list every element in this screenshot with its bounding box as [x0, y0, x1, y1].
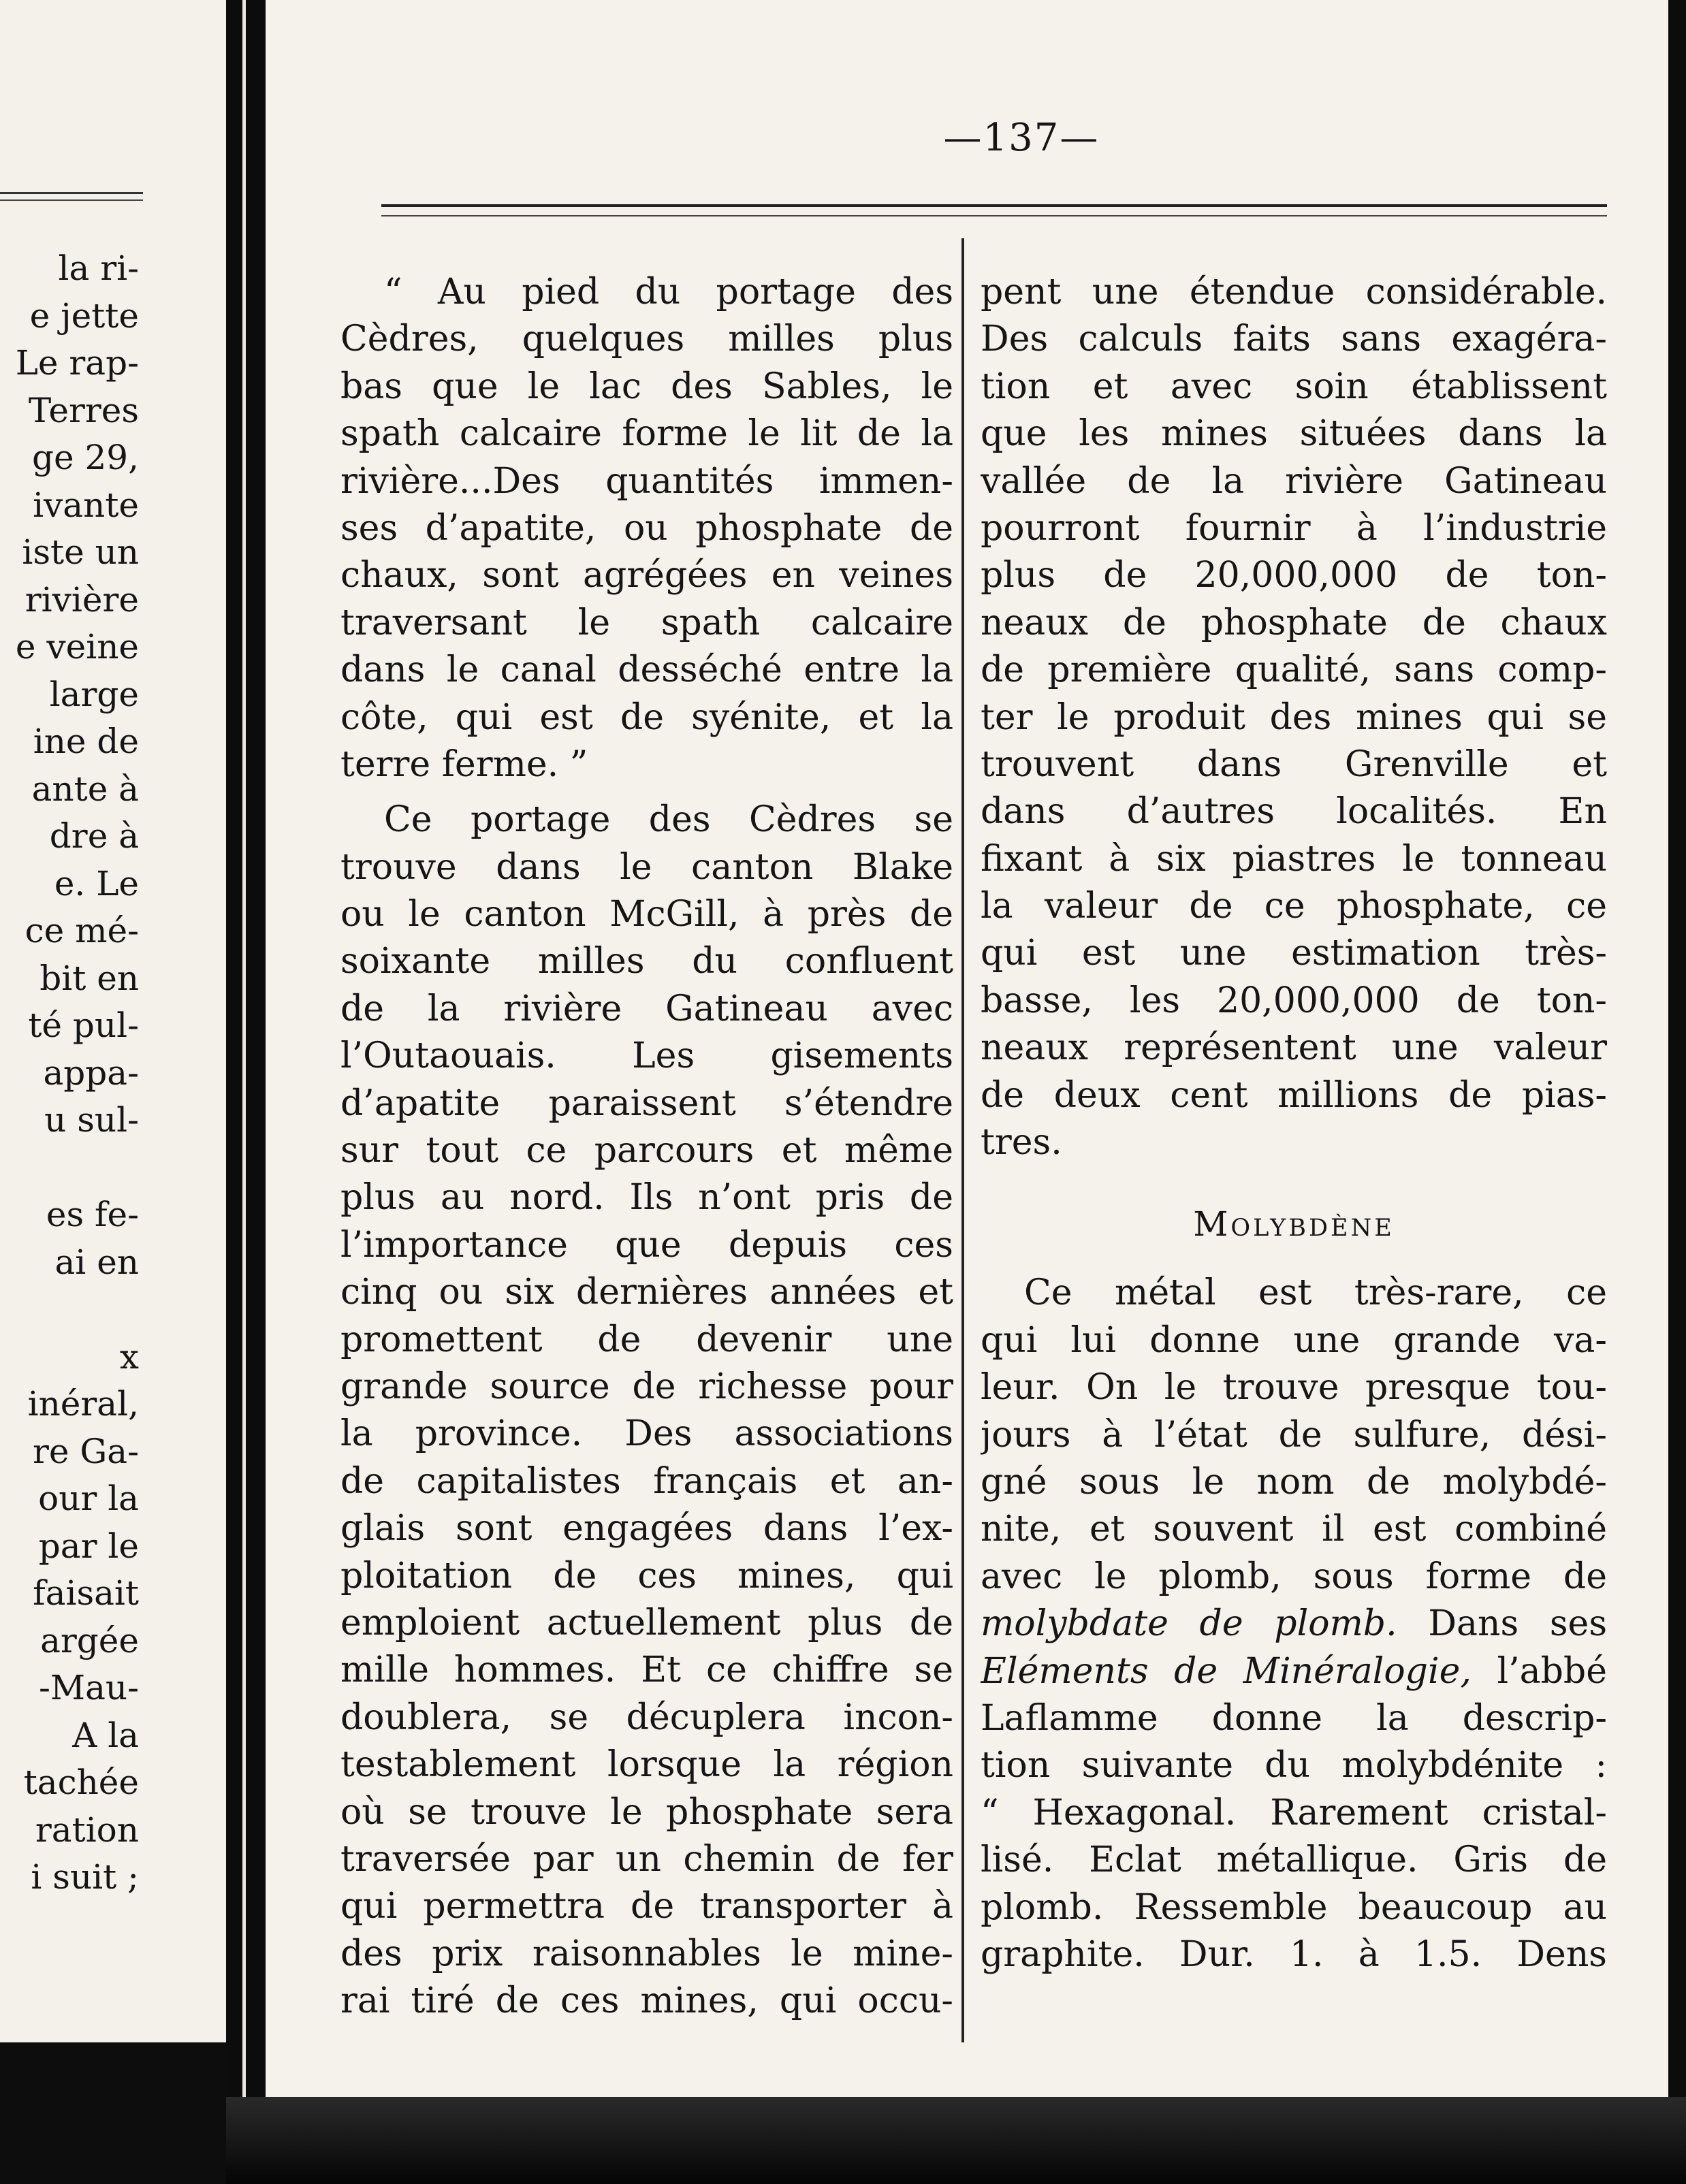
- fragment-line: dre à: [49, 816, 139, 856]
- italic-title: molybdate de plomb.: [981, 1603, 1397, 1645]
- bottom-dark-edge: [226, 2097, 1686, 2184]
- text-line: graphite. Dur. 1. à 1.5. Dens: [981, 1933, 1607, 1975]
- text-line: ses d’apatite, ou phosphate de: [340, 507, 953, 549]
- text-line: de la rivière Gatineau avec: [340, 988, 953, 1029]
- text-line: ou le canton McGill, à près de: [340, 894, 953, 935]
- text-line: ter le produit des mines qui se: [981, 696, 1607, 738]
- fragment-line: u sul-: [44, 1100, 139, 1140]
- text-line: [981, 1601, 1607, 1648]
- text-line: testablement lorsque la région: [340, 1744, 953, 1786]
- text-line: leur. On le trouve presque tou-: [981, 1367, 1607, 1409]
- text-line: Ce métal est très-rare, ce: [1024, 1272, 1607, 1314]
- text-line: l’Outaouais. Les gisements: [340, 1035, 953, 1077]
- text-line: où se trouve le phosphate sera: [340, 1791, 953, 1833]
- header-rule: [381, 204, 1607, 216]
- fragment-line: -Mau-: [39, 1668, 139, 1707]
- fragment-line: e veine: [15, 627, 139, 667]
- fragment-line: faisait: [33, 1573, 139, 1613]
- text-line: la valeur de ce phosphate, ce: [981, 886, 1607, 927]
- text-line: lisé. Eclat métallique. Gris de: [981, 1840, 1607, 1881]
- previous-page-fragment: [0, 0, 227, 2042]
- column-divider: [961, 238, 964, 2042]
- fragment-line: té pul-: [28, 1006, 139, 1045]
- text-line: l’importance que depuis ces: [340, 1224, 953, 1266]
- italic-title: Eléments de Minéralogie,: [981, 1650, 1472, 1692]
- text-line: tion et avec soin établissent: [981, 366, 1607, 407]
- fragment-line: par le: [38, 1526, 139, 1566]
- text-line: Laflamme donne la descrip-: [981, 1697, 1607, 1739]
- text-line: Des calculs faits sans exagéra-: [981, 319, 1607, 360]
- text-line: pent une étendue considérable.: [981, 272, 1607, 312]
- text-line: plus de 20,000,000 de ton-: [981, 555, 1607, 596]
- fragment-line: ivante: [33, 485, 139, 525]
- text-line: grande source de richesse pour: [340, 1366, 953, 1407]
- text-line: pourront fournir à l’industrie: [981, 507, 1607, 549]
- column-right-paragraph: [981, 269, 1607, 1166]
- page: [266, 0, 1668, 2184]
- fragment-line: appa-: [43, 1053, 139, 1093]
- text-line: terre ferme. ”: [340, 743, 588, 785]
- fragment-line: e. Le: [54, 863, 139, 903]
- text-line: de capitalistes français et an-: [340, 1460, 953, 1502]
- text-line: sur tout ce parcours et même: [340, 1130, 953, 1172]
- text-line: des prix raisonnables le mine-: [340, 1933, 953, 1974]
- text-line: qui permettra de transporter à: [340, 1886, 953, 1927]
- text-line: tres.: [981, 1122, 1062, 1163]
- fragment-line: our la: [38, 1479, 139, 1518]
- text-line: que les mines situées dans la: [981, 413, 1607, 455]
- text-line: doublera, se décuplera incon-: [340, 1697, 953, 1738]
- text-line: cinq ou six dernières années et: [340, 1272, 953, 1313]
- text-line: Ce portage des Cèdres se: [384, 799, 953, 841]
- text-line: rai tiré de ces mines, qui occu-: [340, 1980, 953, 2022]
- fragment-line: large: [49, 674, 139, 714]
- text-line: fixant à six piastres le tonneau: [981, 838, 1607, 880]
- text-line: plomb. Ressemble beaucoup au: [981, 1886, 1607, 1928]
- fragment-line: la ri-: [58, 248, 139, 288]
- text-line: dans le canal desséché entre la: [340, 649, 953, 691]
- text-line: vallée de la rivière Gatineau: [981, 460, 1607, 502]
- section-heading: Molybdène: [1193, 1204, 1395, 1244]
- text-run: l’abbé: [1471, 1650, 1607, 1692]
- text-line: basse, les 20,000,000 de ton-: [981, 980, 1607, 1021]
- text-line: traversant le spath calcaire: [340, 602, 953, 643]
- column-right: [981, 269, 1607, 1978]
- text-line: côte, qui est de syénite, et la: [340, 696, 953, 738]
- fragment-line: ante à: [31, 769, 139, 809]
- text-line: tion suivante du molybdénite :: [981, 1745, 1607, 1786]
- fragment-line: ine de: [33, 722, 139, 761]
- text-line: promettent de devenir une: [340, 1319, 953, 1360]
- fragment-line: bit en: [39, 958, 139, 998]
- text-line: “ Au pied du portage des: [384, 272, 953, 312]
- text-line: Cèdres, quelques milles plus: [340, 319, 953, 360]
- text-line: rivière...Des quantités immen-: [340, 460, 953, 502]
- text-line: [981, 1648, 1607, 1695]
- text-run: Dans ses: [1397, 1603, 1607, 1645]
- fragment-line: tachée: [23, 1763, 139, 1802]
- fragment-line: iste un: [22, 532, 139, 572]
- text-line: mille hommes. Et ce chiffre se: [340, 1650, 953, 1691]
- text-line: emploient actuellement plus de: [340, 1602, 953, 1643]
- text-line: qui est une estimation très-: [981, 933, 1607, 974]
- text-line: de deux cent millions de pias-: [981, 1074, 1607, 1116]
- fragment-line: ge 29,: [31, 438, 139, 477]
- text-line: nite, et souvent il est combiné: [981, 1509, 1607, 1550]
- column-left: [340, 269, 953, 2025]
- text-line: soixante milles du confluent: [340, 941, 953, 982]
- previous-page-rule: [0, 192, 143, 201]
- fragment-line: [0, 1144, 139, 1192]
- text-line: plus au nord. Ils n’ont pris de: [340, 1177, 953, 1219]
- fragment-line: ce mé-: [25, 911, 139, 950]
- fragment-line: es fe-: [46, 1195, 139, 1234]
- text-line: traversée par un chemin de fer: [340, 1838, 953, 1880]
- fragment-line: argée: [40, 1620, 139, 1660]
- text-line: la province. Des associations: [340, 1413, 953, 1455]
- text-line: gné sous le nom de molybdé-: [981, 1461, 1607, 1503]
- fragment-line: A la: [72, 1715, 139, 1755]
- text-line: dans d’autres localités. En: [981, 791, 1607, 833]
- text-line: jours à l’état de sulfure, dési-: [981, 1414, 1607, 1456]
- fragment-line: inéral,: [27, 1384, 139, 1424]
- text-line: d’apatite paraissent s’étendre: [340, 1082, 953, 1124]
- book-gutter: [226, 0, 266, 2184]
- text-line: glais sont engagées dans l’ex-: [340, 1508, 953, 1549]
- fragment-line: Terres: [28, 390, 139, 430]
- text-line: trouve dans le canton Blake: [340, 846, 953, 888]
- page-number: —137—: [943, 116, 1100, 160]
- gutter-page-edge: [242, 0, 246, 2184]
- fragment-line: ai en: [54, 1242, 139, 1282]
- previous-page-text: [0, 245, 139, 1901]
- fragment-line: e jette: [29, 295, 139, 336]
- text-line: spath calcaire forme le lit de la: [340, 413, 953, 455]
- fragment-line: Le rap-: [15, 343, 139, 383]
- fragment-line: re Ga-: [32, 1431, 139, 1471]
- fragment-line: [0, 1286, 139, 1334]
- text-line: neaux représentent une valeur: [981, 1027, 1607, 1069]
- text-line: qui lui donne une grande va-: [981, 1319, 1607, 1361]
- right-dark-edge: [1668, 0, 1686, 2184]
- text-line: bas que le lac des Sables, le: [340, 366, 953, 407]
- text-line: chaux, sont agrégées en veines: [340, 555, 953, 596]
- fragment-line: i suit ;: [31, 1857, 139, 1897]
- fragment-line: ration: [35, 1810, 139, 1850]
- text-line: ploitation de ces mines, qui: [340, 1555, 953, 1596]
- text-line: neaux de phosphate de chaux: [981, 602, 1607, 643]
- fragment-line: rivière: [25, 579, 139, 620]
- column-right-section-text: [981, 1270, 1607, 1978]
- fragment-line: x: [119, 1336, 139, 1377]
- text-line: trouvent dans Grenville et: [981, 743, 1607, 785]
- text-line: avec le plomb, sous forme de: [981, 1556, 1607, 1597]
- text-line: de première qualité, sans comp-: [981, 649, 1607, 691]
- text-line: “ Hexagonal. Rarement cristal-: [981, 1792, 1607, 1833]
